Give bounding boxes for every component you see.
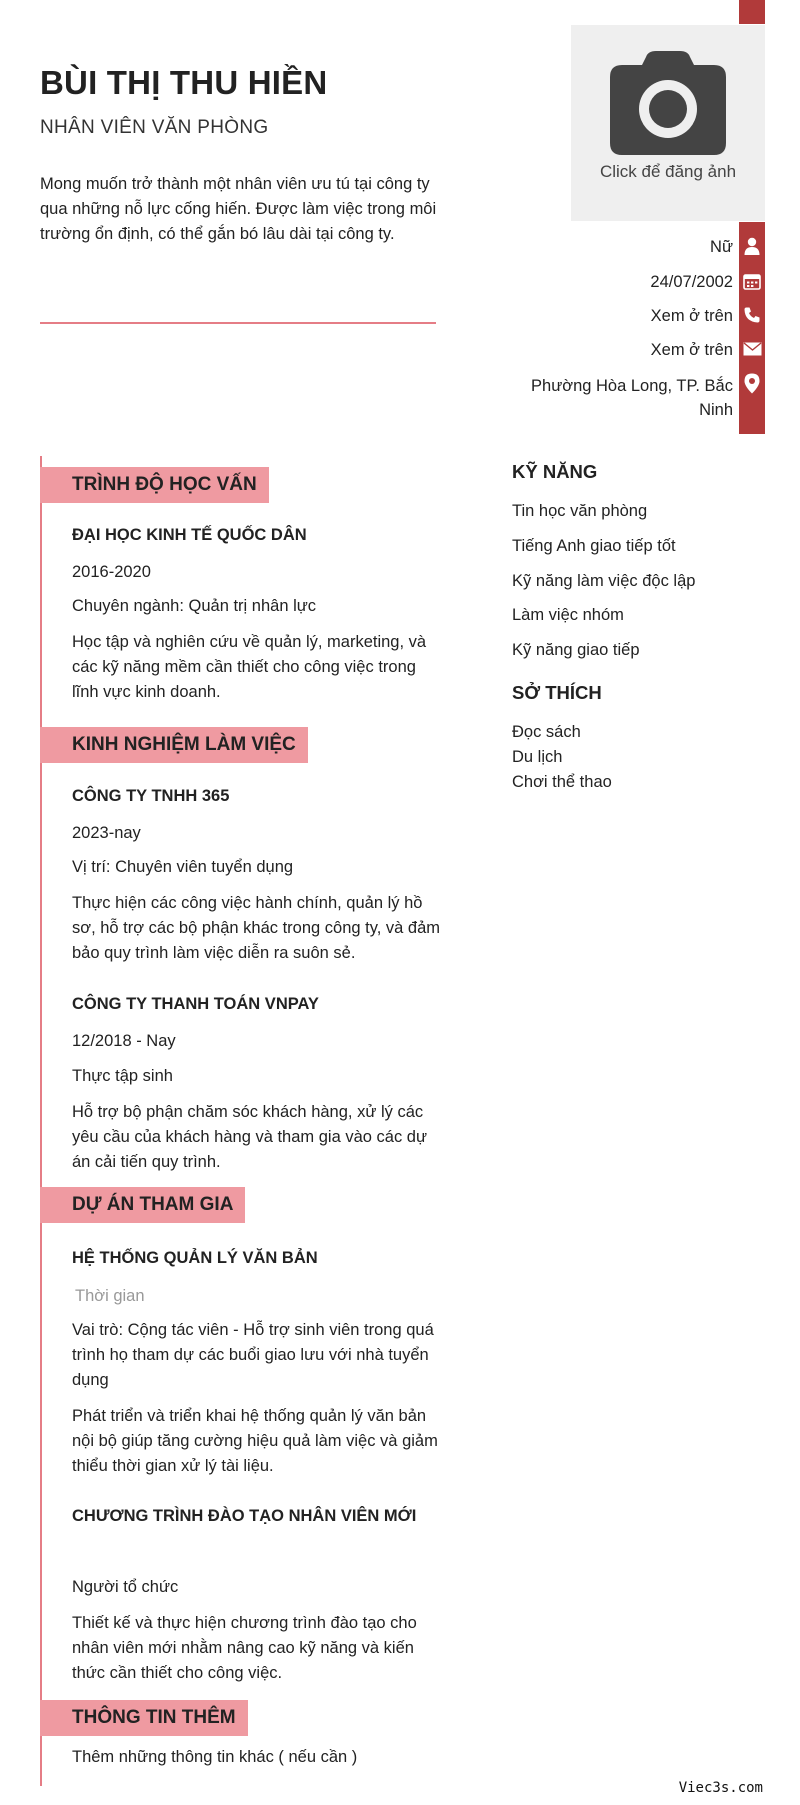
skill-item: Kỹ năng giao tiếp xyxy=(512,641,640,659)
photo-upload-caption: Click để đăng ảnh xyxy=(599,162,737,181)
project-time-placeholder[interactable]: Thời gian xyxy=(75,1287,145,1305)
experience-company: CÔNG TY THANH TOÁN VNPAY xyxy=(72,995,319,1013)
experience-description: Thực hiện các công việc hành chính, quản lý hồ sơ, hỗ trợ các bộ phận khác trong công ty, và đảm bảo quy trình làm việc diễn ra suôn sẻ. xyxy=(72,894,441,962)
career-objective: Mong muốn trở thành một nhân viên ưu tú tại công ty qua những nỗ lực cống hiến. Được làm việc trong môi trường ổn định, có thể gắn bó lâu dài tại công ty. xyxy=(40,175,437,243)
hobby-item: Du lịch xyxy=(512,748,563,766)
project-description: Phát triển và triển khai hệ thống quản lý văn bản nội bộ giúp tăng cường hiệu quả làm việc và giảm thiểu thời gian xử lý tài liệu. xyxy=(72,1407,438,1475)
watermark: Viec3s.com xyxy=(678,1780,763,1796)
skill-item: Tin học văn phòng xyxy=(512,502,648,520)
job-title: NHÂN VIÊN VĂN PHÒNG xyxy=(40,117,269,138)
section-heading-education: TRÌNH ĐỘ HỌC VẤN xyxy=(40,467,269,503)
email-icon xyxy=(740,338,764,360)
experience-position: Thực tập sinh xyxy=(72,1067,173,1085)
section-heading-skills: KỸ NĂNG xyxy=(512,461,598,482)
hobby-list xyxy=(512,720,612,795)
project-role: Người tổ chức xyxy=(72,1578,179,1596)
birthdate-value: 24/07/2002 xyxy=(650,273,733,291)
project-role: Vai trò: Cộng tác viên - Hỗ trợ sinh viên trong quá trình họ tham dự các buổi giao lưu với nhà tuyển dụng xyxy=(72,1321,434,1389)
section-heading-experience: KINH NGHIỆM LÀM VIỆC xyxy=(40,727,308,763)
education-major: Chuyên ngành: Quản trị nhân lực xyxy=(72,597,317,615)
timeline-line xyxy=(40,456,42,1786)
skill-item: Kỹ năng làm việc độc lập xyxy=(512,572,696,590)
experience-period: 12/2018 - Nay xyxy=(72,1032,176,1050)
experience-company: CÔNG TY TNHH 365 xyxy=(72,787,230,805)
experience-period: 2023-nay xyxy=(72,824,141,842)
education-description: Học tập và nghiên cứu về quản lý, marketing, và các kỹ năng mềm cần thiết cho công việc trong lĩnh vực kinh doanh. xyxy=(72,633,427,701)
experience-position: Vị trí: Chuyên viên tuyển dụng xyxy=(72,858,294,876)
hobby-item: Chơi thể thao xyxy=(512,773,612,791)
education-period: 2016-2020 xyxy=(72,563,151,581)
hobby-item: Đọc sách xyxy=(512,723,581,741)
education-school: ĐẠI HỌC KINH TẾ QUỐC DÂN xyxy=(72,526,307,544)
project-name: HỆ THỐNG QUẢN LÝ VĂN BẢN xyxy=(72,1249,318,1267)
experience-description: Hỗ trợ bộ phận chăm sóc khách hàng, xử lý các yêu cầu của khách hàng và tham gia vào các dự án cải tiến quy trình. xyxy=(72,1103,428,1171)
skill-item: Làm việc nhóm xyxy=(512,606,624,624)
section-heading-additional: THÔNG TIN THÊM xyxy=(40,1700,248,1736)
location-pin-icon xyxy=(740,372,764,394)
phone-icon xyxy=(740,304,764,326)
header-divider xyxy=(40,322,436,324)
project-description: Thiết kế và thực hiện chương trình đào tạo cho nhân viên mới nhằm nâng cao kỹ năng và kiến thức cần thiết cho công việc. xyxy=(72,1614,417,1682)
section-heading-hobbies: SỞ THÍCH xyxy=(512,682,602,703)
phone-value: Xem ở trên xyxy=(650,307,733,325)
camera-icon xyxy=(610,51,726,155)
project-name: CHƯƠNG TRÌNH ĐÀO TẠO NHÂN VIÊN MỚI xyxy=(72,1507,417,1525)
accent-bar-top xyxy=(739,0,765,24)
gender-value: Nữ xyxy=(710,238,733,256)
email-value: Xem ở trên xyxy=(650,341,733,359)
skill-item: Tiếng Anh giao tiếp tốt xyxy=(512,537,676,555)
photo-upload[interactable] xyxy=(571,25,765,221)
additional-text: Thêm những thông tin khác ( nếu cần ) xyxy=(72,1748,358,1766)
address-value: Phường Hòa Long, TP. Bắc Ninh xyxy=(531,377,733,419)
person-icon xyxy=(740,235,764,257)
section-heading-projects: DỰ ÁN THAM GIA xyxy=(40,1187,245,1223)
candidate-name: BÙI THỊ THU HIỀN xyxy=(40,64,328,101)
calendar-icon xyxy=(740,270,764,292)
